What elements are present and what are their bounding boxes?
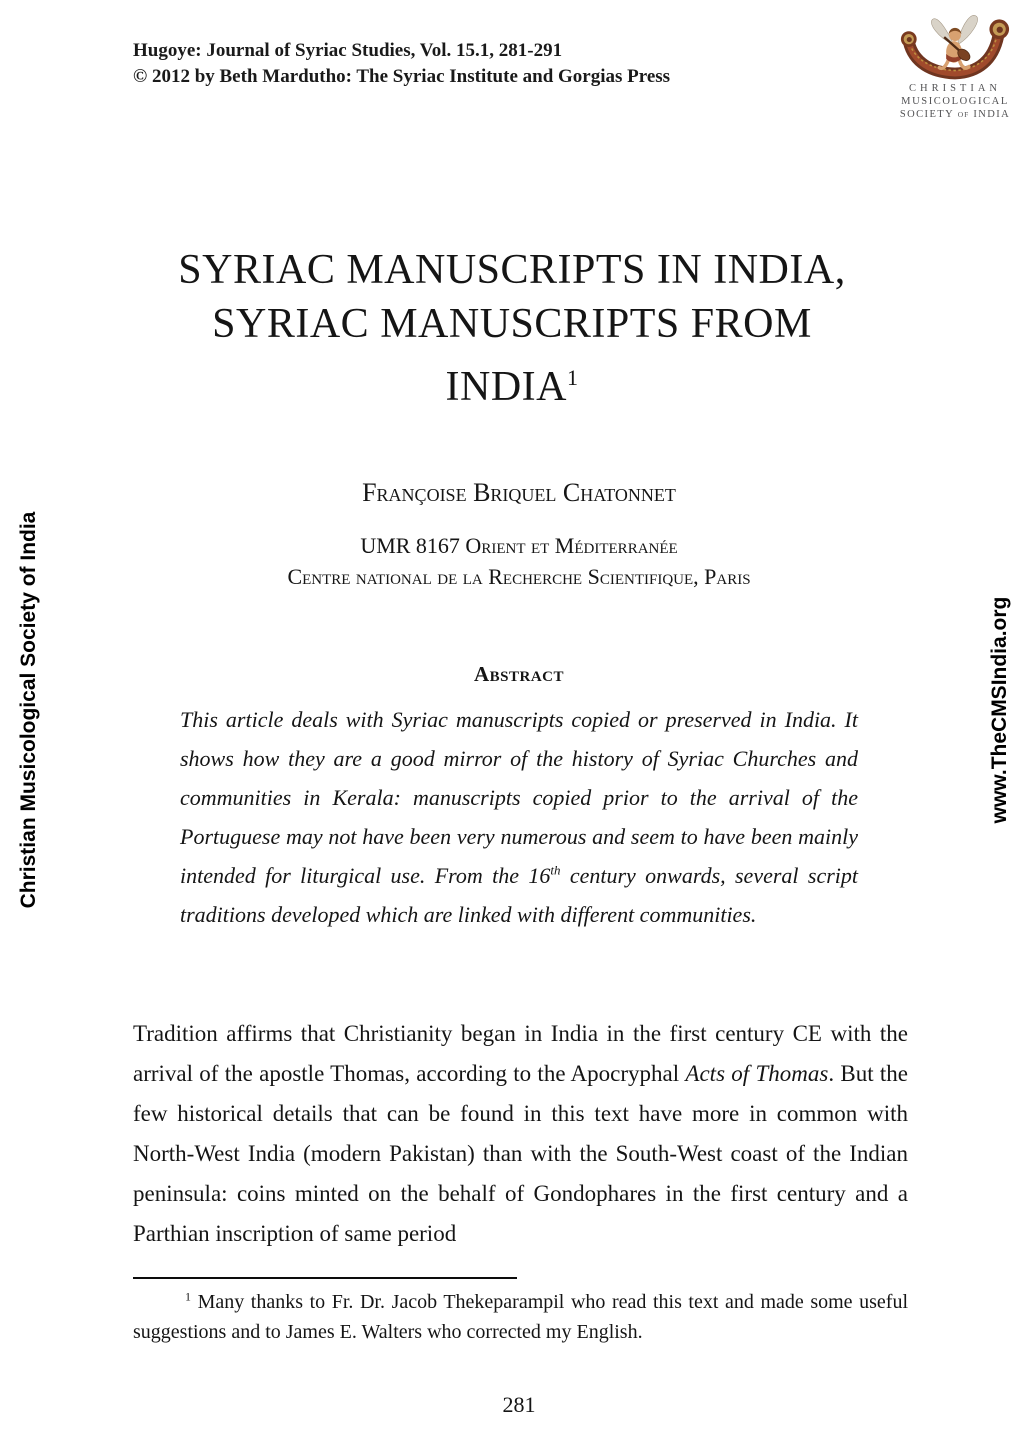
affiliation-line-1: UMR 8167 Orient et Méditerranée <box>360 533 678 558</box>
journal-header <box>133 38 670 90</box>
left-margin-vertical-text: Christian Musicological Society of India <box>17 511 40 909</box>
footnote-text: $^1$ Many thanks to Fr. Dr. Jacob Thekeparampil who read this text and made some useful suggestions and to James E. Walters who corrected my English. <box>133 1289 908 1343</box>
abstract-text: This article deals with Syriac manuscripts copied or preserved in India. It shows how they are a good mirror of the history of Syriac Churches and communities in Kerala: manuscripts copied prior to the arrival of the Portuguese may not have been very numerous and seem to have been mainly intended for liturgical use. From the 16th century onwards, several script traditions developed which are linked with different communities. <box>180 707 858 927</box>
author-name: Françoise Briquel Chatonnet <box>362 478 676 507</box>
title-footnote-ref: 1 <box>566 365 579 390</box>
author-affiliation <box>113 530 925 592</box>
abstract-heading: Abstract <box>473 662 565 686</box>
work-title-italic: Acts of Thomas <box>685 1061 829 1086</box>
article-title <box>112 243 912 414</box>
journal-copyright: © 2012 by Beth Mardutho: The Syriac Institute and Gorgias Press <box>133 66 671 87</box>
abstract-superscript: th <box>550 862 561 878</box>
logo-caption-line2: MUSICOLOGICAL <box>901 96 1009 107</box>
right-margin-vertical-url: www.TheCMSIndia.org <box>988 596 1011 824</box>
affiliation-line-2: Centre national de la Recherche Scientifique, Paris <box>287 564 751 589</box>
footnote-separator-rule <box>133 1277 517 1279</box>
cms-logo <box>891 10 1019 121</box>
logo-caption <box>891 82 1019 121</box>
title-line-1: SYRIAC MANUSCRIPTS IN INDIA, <box>178 247 846 293</box>
cherub-lute-logo-icon <box>896 10 1014 80</box>
journal-citation: Hugoye: Journal of Syriac Studies, Vol. 15.1, 281-291 <box>133 40 563 61</box>
logo-caption-line1: CHRISTIAN <box>908 83 1001 94</box>
title-line-3: INDIA <box>445 364 567 410</box>
title-line-2: SYRIAC MANUSCRIPTS FROM <box>212 301 812 347</box>
body-paragraph: Tradition affirms that Christianity began in India in the first century CE with the arrival of the apostle Thomas, according to the Apocryphal Acts of Thomas. But the few historical details that can be found in this text have more in common with North-West India (modern Pakistan) than with the South-West coast of the Indian peninsula: coins minted on the behalf of Gondophares in the first century and a Parthian inscription of same period <box>133 1021 908 1246</box>
logo-caption-line3: SOCIETY OF INDIA <box>899 109 1011 120</box>
footnote-ref-number: 1 <box>185 1289 191 1304</box>
page-number: 281 <box>502 1392 536 1417</box>
